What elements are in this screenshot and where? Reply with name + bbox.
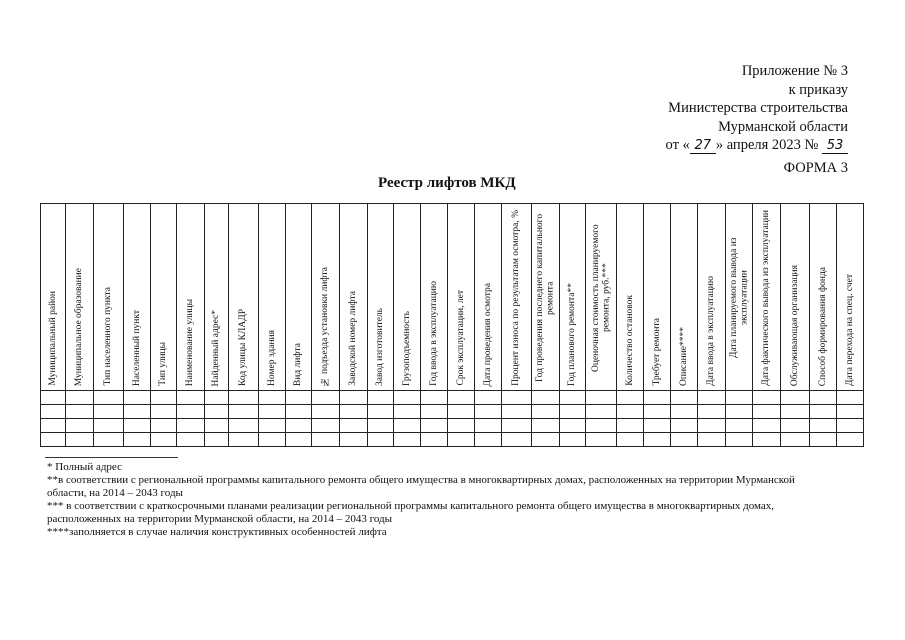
table-cell[interactable] [586,419,617,433]
column-header-label: Описание**** [678,327,689,386]
table-cell[interactable] [448,405,475,419]
table-cell[interactable] [644,433,671,447]
column-header-label: Населенный пункт [131,309,142,386]
table-cell[interactable] [448,391,475,405]
table-cell[interactable] [781,419,810,433]
column-header [151,204,177,391]
table-cell[interactable] [151,433,177,447]
column-header [448,204,475,391]
column-header [368,204,394,391]
table-cell[interactable] [726,433,753,447]
column-header [502,204,532,391]
column-header [340,204,368,391]
table-cell[interactable] [586,433,617,447]
table-row [41,433,864,447]
handwritten-day: 27 [690,139,716,154]
table-cell[interactable] [229,433,259,447]
table-cell[interactable] [586,405,617,419]
column-header [475,204,502,391]
table-cell[interactable] [781,405,810,419]
table-cell[interactable] [259,433,286,447]
column-header-label: Дата фактического вывода из эксплуатации [761,210,772,386]
table-cell[interactable] [532,405,560,419]
table-cell[interactable] [448,419,475,433]
column-header [177,204,205,391]
table-row [41,405,864,419]
table-cell[interactable] [810,391,837,405]
table-cell[interactable] [753,433,781,447]
column-header-label: Дата перехода на спец. счет [844,274,855,386]
table-cell[interactable] [394,405,421,419]
column-header [698,204,726,391]
table-cell[interactable] [394,419,421,433]
column-header-label: Дата ввода в эксплуатацию [706,276,717,386]
appendix-line-3: Министерства строительства [668,100,848,116]
column-header [421,204,448,391]
table-cell[interactable] [560,391,586,405]
table-cell[interactable] [41,405,66,419]
column-header [617,204,644,391]
table-cell[interactable] [94,433,124,447]
table-cell[interactable] [340,433,368,447]
column-header-label: Найденный адрес* [211,309,222,386]
table-cell[interactable] [151,419,177,433]
table-row [41,391,864,405]
document-title: Реестр лифтов МКД [378,175,516,191]
column-header-label: Тип населенного пункта [103,287,114,386]
table-cell[interactable] [151,391,177,405]
date-middle: » апреля 2023 № [715,137,819,153]
column-header [394,204,421,391]
table-cell[interactable] [560,419,586,433]
column-header-label: Дата планируемого вывода из эксплуатации [728,237,749,359]
table-cell[interactable] [312,419,340,433]
table-cell[interactable] [124,433,151,447]
table-cell[interactable] [312,433,340,447]
table-cell[interactable] [205,391,229,405]
table-cell[interactable] [177,391,205,405]
table-cell[interactable] [837,419,864,433]
table-cell[interactable] [837,391,864,405]
column-header [753,204,781,391]
table-cell[interactable] [644,391,671,405]
table-cell[interactable] [368,391,394,405]
table-cell[interactable] [810,433,837,447]
table-cell[interactable] [617,419,644,433]
column-header-label: Муниципальный район [47,291,58,386]
table-cell[interactable] [421,391,448,405]
column-header [286,204,312,391]
table-cell[interactable] [259,419,286,433]
table-cell[interactable] [532,391,560,405]
table-cell[interactable] [66,433,94,447]
appendix-date-line [666,136,848,155]
table-cell[interactable] [726,419,753,433]
table-cell[interactable] [205,419,229,433]
column-header [837,204,864,391]
handwritten-order-number: 53 [822,139,848,154]
table-cell[interactable] [671,405,698,419]
table-cell[interactable] [502,391,532,405]
table-cell[interactable] [475,391,502,405]
column-header-label: Вид лифта [293,342,304,386]
column-header [259,204,286,391]
table-cell[interactable] [286,405,312,419]
column-header [726,204,753,391]
table-cell[interactable] [532,433,560,447]
table-cell[interactable] [502,419,532,433]
table-cell[interactable] [781,433,810,447]
table-cell[interactable] [177,433,205,447]
table-cell[interactable] [124,391,151,405]
column-header-label: Наименование улицы [185,298,196,386]
column-header-label: Способ формирования фонда [817,266,828,386]
table-cell[interactable] [781,391,810,405]
table-cell[interactable] [837,405,864,419]
table-cell[interactable] [368,405,394,419]
table-cell[interactable] [205,405,229,419]
table-cell[interactable] [837,433,864,447]
column-header-label: Требует ремонта [651,318,662,386]
column-header [644,204,671,391]
column-header [586,204,617,391]
table-cell[interactable] [810,419,837,433]
date-prefix: от « [665,137,690,153]
table-cell[interactable] [753,419,781,433]
table-cell[interactable] [448,433,475,447]
table-cell[interactable] [421,405,448,419]
table-cell[interactable] [340,405,368,419]
column-header-label: Муниципальное образование [74,267,85,386]
table-cell[interactable] [753,391,781,405]
table-cell[interactable] [617,405,644,419]
table-cell[interactable] [340,419,368,433]
column-header-label: Количество остановок [624,295,635,386]
table-cell[interactable] [94,405,124,419]
column-header-label: Процент износа по результатам осмотра, % [511,210,522,386]
table-cell[interactable] [726,405,753,419]
table-cell[interactable] [726,391,753,405]
table-cell[interactable] [66,405,94,419]
table-cell[interactable] [259,391,286,405]
table-row [41,419,864,433]
table-cell[interactable] [421,419,448,433]
table-cell[interactable] [229,405,259,419]
column-header [781,204,810,391]
table-cell[interactable] [177,405,205,419]
appendix-line-4: Мурманской области [718,118,848,135]
column-header-label: Код улицы КЛАДР [238,309,249,386]
table-cell[interactable] [586,391,617,405]
table-cell[interactable] [259,405,286,419]
table-cell[interactable] [617,391,644,405]
table-cell[interactable] [41,419,66,433]
column-header [560,204,586,391]
table-cell[interactable] [229,419,259,433]
table-cell[interactable] [66,419,94,433]
column-header [229,204,259,391]
table-cell[interactable] [94,419,124,433]
table-cell[interactable] [229,391,259,405]
column-header-label: Дата проведения осмотра [482,282,493,386]
column-header-label: Номер здания [266,330,277,386]
column-header-label: Обслуживающая организация [789,264,800,386]
column-header [66,204,94,391]
footnotes [47,461,827,539]
table-cell[interactable] [644,419,671,433]
table-cell[interactable] [312,391,340,405]
table-cell[interactable] [41,391,66,405]
table-cell[interactable] [312,405,340,419]
table-header-row [41,204,864,391]
table-cell[interactable] [205,433,229,447]
column-header [124,204,151,391]
column-header [94,204,124,391]
table-cell[interactable] [698,419,726,433]
table-cell[interactable] [810,405,837,419]
table-cell[interactable] [475,405,502,419]
table-cell[interactable] [124,405,151,419]
column-header-label: Заводской номер лифта [348,291,359,386]
footnote-2: **в соответствии с региональной программы капитального ремонта общего имущества в многоквартирных домах, расположенных на территории Мурманской области, на 2014 – 2043 годы [47,474,795,499]
column-header [41,204,66,391]
table-cell[interactable] [560,433,586,447]
table-cell[interactable] [698,391,726,405]
column-header-label: Тип улицы [158,342,169,386]
table-cell[interactable] [368,433,394,447]
table-cell[interactable] [671,433,698,447]
table-cell[interactable] [286,419,312,433]
footnote-3: *** в соответствии с краткосрочными планами реализации региональной программы капитального ремонта общего имущества в многоквартирных домах, расположенных на территории Мурманской области, на 2014 – 2043 годы [47,500,775,525]
column-header-label: Оценочная стоимость планируемого ремонта, руб.*** [590,224,611,372]
table-cell[interactable] [368,419,394,433]
column-header [205,204,229,391]
table-cell[interactable] [532,419,560,433]
table-cell[interactable] [286,433,312,447]
lift-registry-table [40,203,864,447]
table-cell[interactable] [394,433,421,447]
table-cell[interactable] [698,405,726,419]
table-cell[interactable] [41,433,66,447]
table-cell[interactable] [124,419,151,433]
table-cell[interactable] [671,419,698,433]
column-header-label: Грузоподъемность [401,310,412,386]
table-cell[interactable] [151,405,177,419]
table-cell[interactable] [340,391,368,405]
appendix-line-2: к приказу [788,81,848,98]
table-cell[interactable] [502,405,532,419]
table-cell[interactable] [617,433,644,447]
column-header [810,204,837,391]
table-cell[interactable] [475,419,502,433]
table-cell[interactable] [421,433,448,447]
column-header-label: Год ввода в эксплуатацию [428,281,439,386]
table-cell[interactable] [475,433,502,447]
column-header-label: Срок эксплуатации, лет [455,290,466,386]
column-header [312,204,340,391]
table-cell[interactable] [66,391,94,405]
table-cell[interactable] [94,391,124,405]
table-cell[interactable] [753,405,781,419]
table-cell[interactable] [177,419,205,433]
table-cell[interactable] [698,433,726,447]
table-cell[interactable] [286,391,312,405]
form-label: ФОРМА 3 [783,160,848,176]
footnote-4: ****заполняется в случае наличия конструктивных особенностей лифта [47,526,387,538]
column-header-label: Год проведения последнего капитального ремонта [535,213,556,383]
column-header-label: Год планового ремонта** [567,283,578,386]
table-cell[interactable] [560,405,586,419]
table-cell[interactable] [644,405,671,419]
column-header-label: Завод изготовитель [375,308,386,386]
footnote-divider [45,457,178,458]
column-header-label: № подъезда установки лифта [320,266,331,386]
column-header [671,204,698,391]
footnote-1: * Полный адрес [47,461,122,473]
table-cell[interactable] [502,433,532,447]
table-cell[interactable] [394,391,421,405]
column-header [532,204,560,391]
appendix-line-1: Приложение № 3 [741,63,848,79]
appendix-header [666,62,848,155]
table-cell[interactable] [671,391,698,405]
